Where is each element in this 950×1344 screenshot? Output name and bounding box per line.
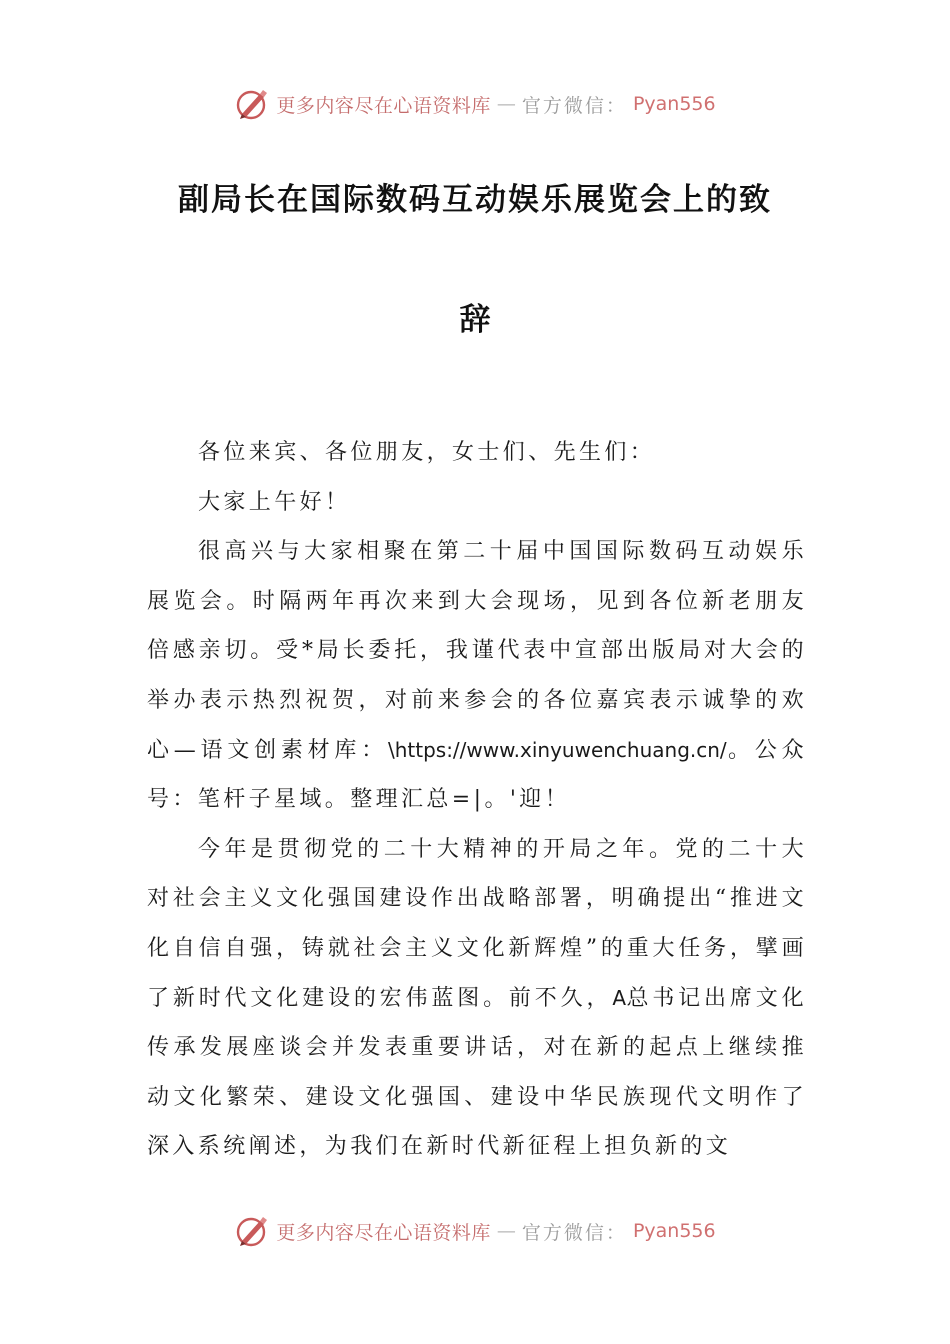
body-paragraph-welcome: [147, 527, 807, 825]
salutation-paragraph: 各位来宾、各位朋友，女士们、先生们：: [198, 440, 656, 465]
watermark-text: 更多内容尽在心语资料库: [276, 1221, 491, 1244]
watermark-separator: —: [496, 1220, 516, 1242]
watermark-text: 更多内容尽在心语资料库: [276, 94, 491, 117]
document-body: [147, 428, 807, 1172]
policy-text-start: 今年是贯彻党的二十大精神的开局之年。党的二十大对社会主义文化强国建设作出战略部署，明确提出“推进文化自信自强，铸就社会主义文化新辉煌”的重大任务，擘画了新时代文化建设的宏伟蓝图。前不久，: [147, 836, 807, 1011]
policy-letter: A: [612, 985, 627, 1010]
watermark-separator: —: [496, 93, 516, 115]
pen-logo-icon: [234, 86, 270, 122]
greeting-paragraph: 大家上午好！: [198, 489, 351, 515]
watermark-footer: [0, 1211, 950, 1251]
welcome-text-start: 很高兴与大家相聚在第二十届中国国际数码互动娱乐展览会。时隔两年再次来到大会现场，见到各位新老朋友倍感亲切。受*局长委托，我谨代表中宣部出版局对大会的举办表示热烈祝贺，对前来参会的各位嘉宾表示诚挚的欢心—语文创素材库：: [147, 539, 807, 763]
document-title-line-2: 辞: [459, 302, 491, 338]
source-url-text: \https://www.xinyuwenchuang.cn/: [387, 737, 727, 762]
watermark-official-label: 官方微信：: [521, 1221, 627, 1244]
welcome-text-end: 。公众号：笔杆子星域。整理汇总=|。'迎！: [147, 737, 807, 813]
pen-logo-icon: [234, 1213, 270, 1249]
watermark-official-label: 官方微信：: [521, 94, 627, 117]
watermark-wechat-id: Pyan556: [632, 1220, 716, 1242]
watermark-wechat-id: Pyan556: [632, 93, 716, 115]
document-title-line-1: 副局长在国际数码互动娱乐展览会上的致: [178, 182, 772, 218]
policy-text-end: 总书记出席文化传承发展座谈会并发表重要讲话，对在新的起点上继续推动文化繁荣、建设文化强国、建设中华民族现代文明作了深入系统阐述，为我们在新时代新征程上担负新的文: [147, 985, 807, 1160]
watermark-header: [0, 84, 950, 124]
body-paragraph-policy: [147, 825, 807, 1172]
